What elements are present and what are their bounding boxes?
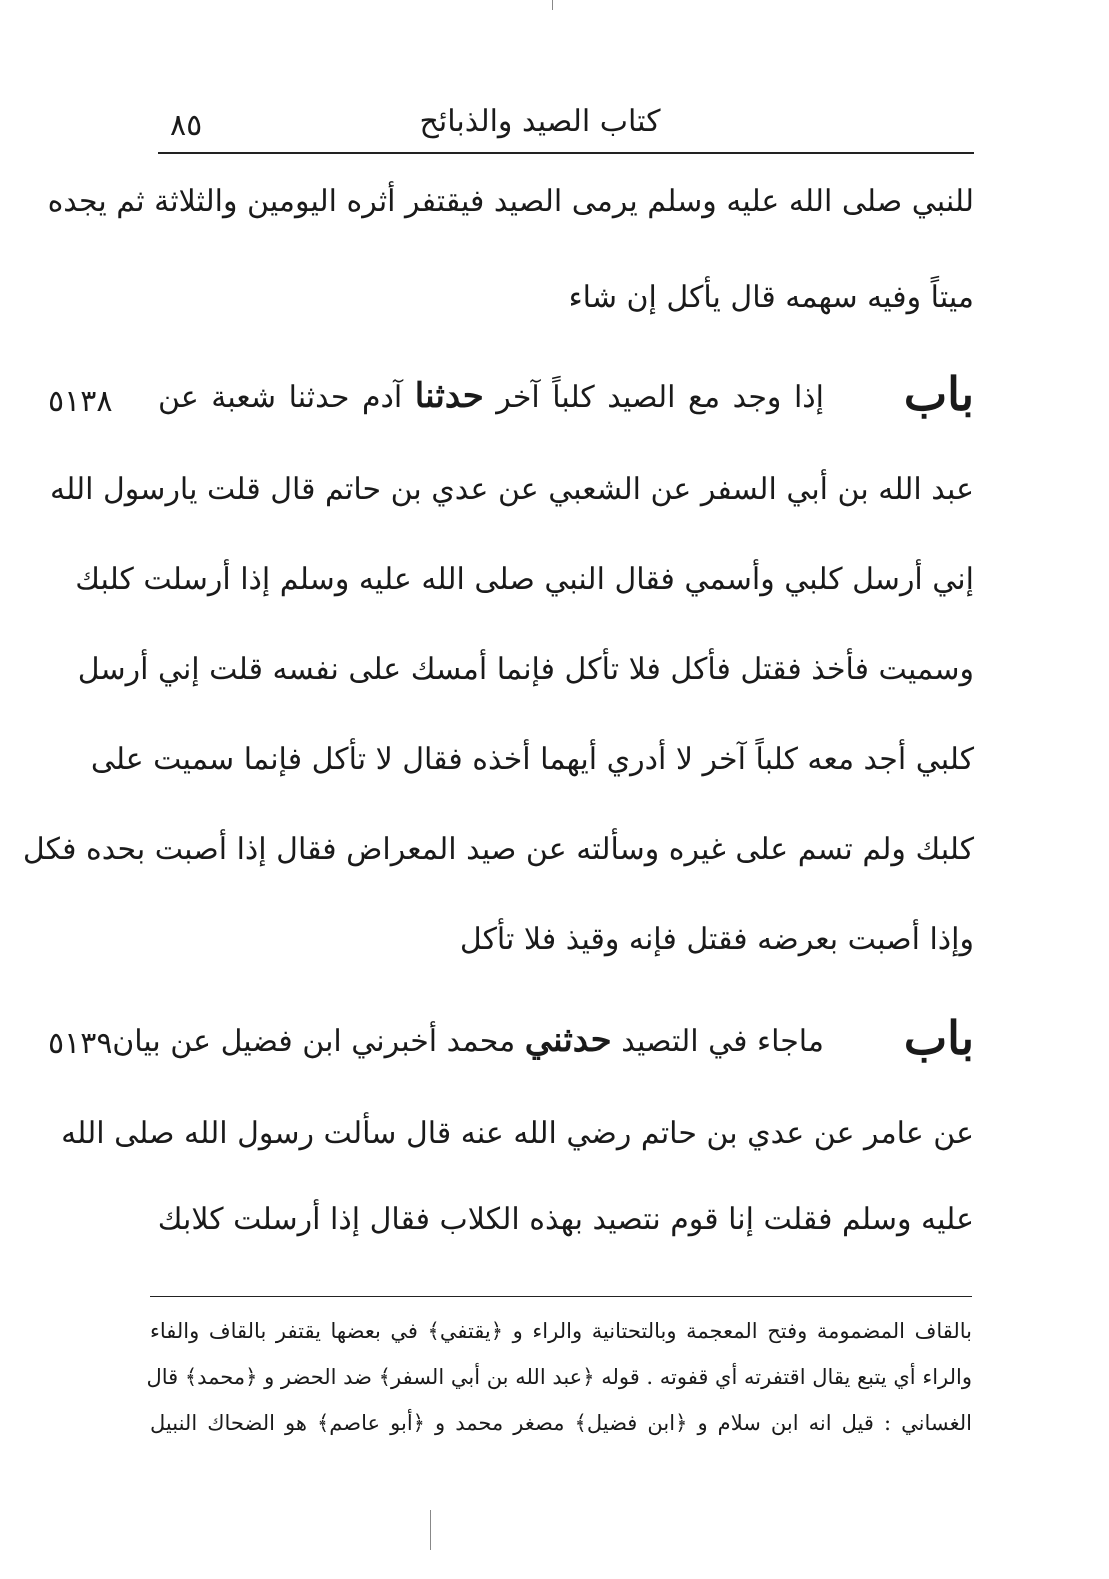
- narration-word: حدثني: [524, 1020, 612, 1060]
- chapter-heading: [112, 1010, 974, 1070]
- chain-text: محمد أخبرني ابن فضيل عن بيان: [112, 1024, 516, 1059]
- hadith-number: ٥١٣٩: [48, 1026, 113, 1061]
- text-line: كلبك ولم تسم على غيره وسألته عن صيد المعراض فقال إذا أصبت بحده فكل: [22, 832, 974, 867]
- hadith-number: ٥١٣٨: [48, 384, 113, 419]
- chapter-heading: [158, 366, 974, 426]
- chain-text: آدم حدثنا شعبة عن: [158, 380, 403, 415]
- chapter-word: باب: [903, 1011, 974, 1065]
- text-line: وسميت فأخذ فقتل فأكل فلا تأكل فإنما أمسك على نفسه قلت إني أرسل: [77, 652, 974, 687]
- chapter-word: باب: [903, 367, 974, 421]
- text-line: عبد الله بن أبي السفر عن الشعبي عن عدي بن حاتم قال قلت يارسول الله: [49, 472, 974, 507]
- chapter-title: إذا وجد مع الصيد كلباً آخر: [496, 380, 824, 415]
- text-line: وإذا أصبت بعرضه فقتل فإنه وقيذ فلا تأكل: [459, 922, 974, 957]
- scan-mark: [430, 1510, 431, 1550]
- chapter-heading-line: [112, 1020, 824, 1062]
- chapter-title: ماجاء في التصيد: [621, 1024, 824, 1059]
- text-line: كلبي أجد معه كلباً آخر لا أدري أيهما أخذه فقال لا تأكل فإنما سميت على: [90, 742, 974, 777]
- scan-mark: [552, 0, 553, 10]
- footnote-line: بالقاف المضمومة وفتح المعجمة وبالتحتانية والراء و ﴿يقتفي﴾ في بعضها يقتفر بالقاف والفاء: [150, 1319, 972, 1343]
- text-line: عليه وسلم فقلت إنا قوم نتصيد بهذه الكلاب فقال إذا أرسلت كلابك: [157, 1202, 974, 1237]
- footnote-line: الغساني : قيل انه ابن سلام و ﴿ابن فضيل﴾ مصغر محمد و ﴿أبو عاصم﴾ هو الضحاك النبيل: [150, 1411, 972, 1435]
- text-line: إني أرسل كلبي وأسمي فقال النبي صلى الله عليه وسلم إذا أرسلت كلبك: [75, 562, 974, 597]
- text-line: ميتاً وفيه سهمه قال يأكل إن شاء: [568, 280, 974, 315]
- narration-word: حدثنا: [414, 376, 484, 416]
- footnote-line: والراء أي يتبع يقال اقتفرته أي قفوته . قوله ﴿عبد الله بن أبي السفر﴾ ضد الحضر و ﴿محمد﴾ قال: [146, 1365, 972, 1389]
- text-line: للنبي صلى الله عليه وسلم يرمى الصيد فيقتفر أثره اليومين والثلاثة ثم يجده: [47, 184, 974, 219]
- page-title: كتاب الصيد والذبائح: [419, 104, 661, 139]
- chapter-heading-line: [158, 376, 824, 418]
- page-number: ٨٥: [170, 108, 203, 143]
- header-divider: [158, 152, 974, 154]
- text-line: عن عامر عن عدي بن حاتم رضي الله عنه قال سألت رسول الله صلى الله: [61, 1116, 974, 1151]
- footnote-divider: [150, 1296, 972, 1297]
